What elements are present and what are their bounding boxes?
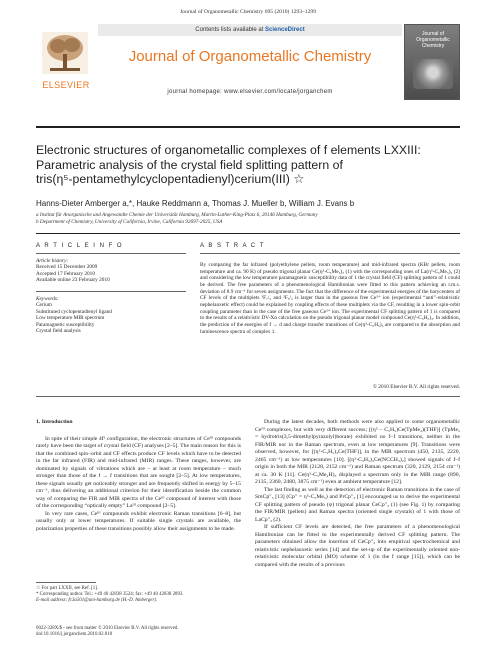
paragraph: If sufficient CF levels are detected, the free parameters of a phenomenological Hamiltonian can be fitted to the experimentally derived CF splitting pattern. The parameters obtained allow the insertion of CeCp″₃ into empirical spectrochemical and relativistic nephelauxetic series [14] and the set-up of the experimentally oriented non-relativistic molecular orbital (MO) scheme of 1 (in the f range [15]), which can be compared with the results of a previous	[255, 524, 460, 568]
affiliation-a: a Institut für Anorganische und Angewandte Chemie der Universität Hamburg, Martin-Luther-King-Platz 6, 20146 Hamburg, Germany	[36, 212, 318, 218]
footnote-corresponding: * Corresponding author. Tel.: +49 40 42838 3524; fax: +49 40 42838 2893.	[36, 592, 184, 597]
abstract-heading: A B S T R A C T	[200, 243, 265, 249]
paragraph: In spite of their simple 4f¹ configuration, the electronic structures of Ceᴵᴵᴵ compounds rarely have been the target of crystal field (CF) analyses [2–5]. The main reason for this is that the combined spin–orbit and CF effects produce CF levels which have to be detected in the far infrared (FIR) and mid-infrared (MIR) ranges. These ranges, however, are dominated by signals of vibrations which are – at least at room temperature – much stronger than those of the f → f transitions that are sought [2–5]. At low temperatures, these signals usually get noticeably stronger and are frequently shifted in energy by 5–15 cm⁻¹, thus delivering an additional criterion for their identification beside the common way of comparing the FIR and MIR spectra of the Ceᴵᴵᴵ compound of interest with those of the corresponding “optically empty” Laᴵᴵᴵ compound [2–5].	[36, 435, 241, 509]
journal-masthead	[36, 24, 460, 100]
journal-cover	[404, 24, 460, 100]
keywords-block	[36, 296, 186, 334]
online-date: Available online 23 February 2010	[36, 277, 110, 284]
footnotes	[36, 586, 241, 604]
elsevier-tree-icon	[42, 32, 88, 74]
keyword-item: Cerium	[36, 302, 52, 309]
journal-title: Journal of Organometallic Chemistry	[128, 48, 372, 65]
journal-homepage[interactable]: journal homepage: www.elsevier.com/locate/jorganchem	[167, 89, 333, 95]
abstract-text: By comparing the far infrared (polyethylene pellets, room temperature) and mid-infrared spectra (KBr pellets, room temperature and ca. 90 K) of pseudo trigonal planar Ce(η⁵-C₅Me₅)₃ (1) with the corresponding ones of La(η⁵-C₅Me₅)₃ (2) and considering the low temperature paramagnetic susceptibility data of 1 the crystal field (CF) splitting pattern of 1 could be derived. The free parameters of a phenomenological Hamiltonian were fitted to this pattern achieving an r.m.s. deviation of 8.9 cm⁻¹ for seven assignments. The fact that the difference of the experimental energies of the barycenters of CF levels of the multiplets ²F₇/₂ and ²F₅/₂ is larger than in the gaseous free Ce³⁺ ion (experimental “anti”-relativistic nephelauxetic effect) could be explained by coupling effects of these multiplets via the CF, resulting in a lower spin-orbit coupling parameter than in the case of the free gaseous Ce³⁺ ion. The experimental CF splitting pattern of 1 is compared to the results of a relativistic DV-Xα calculation on the pseudo trigonal planar model compound Ce(η⁵-C₅H₅)₃. In addition, the prediction of the energies of f → d and charge transfer transitions of Ce(η⁵-C₅H₅)₃ are compared to the absorption and luminescence spectra of complex 1.	[200, 262, 461, 335]
title-line-1: Electronic structures of organometallic complexes of f elements LXXIII:	[36, 143, 421, 157]
affiliation-b: b Department of Chemistry, University of California, Irvine, California 92697-2025, USA	[36, 219, 223, 225]
title-line-3: tris(η⁵-pentamethylcyclopentadienyl)cerium(III) ☆	[36, 172, 305, 186]
footnote-star: ☆ For part LXXII, see Ref. [1].	[36, 586, 99, 591]
keyword-item: Low temperature MIR spectrum	[36, 315, 105, 322]
keywords-label: Keywords:	[36, 296, 59, 302]
masthead-center	[98, 24, 402, 100]
contents-prefix: Contents lists available at	[195, 27, 265, 33]
introduction-heading: 1. Introduction	[36, 419, 73, 425]
author-list: Hanns-Dieter Amberger a,*, Hauke Reddmann a, Thomas J. Mueller b, William J. Evans b	[36, 199, 355, 208]
footnote-email: E-mail address: fc3a501@uni-hamburg.de (H.-D. Amberger).	[36, 598, 158, 603]
article-history	[36, 258, 186, 284]
article-info-heading: A R T I C L E I N F O	[36, 243, 124, 249]
abstract-copyright: © 2010 Elsevier B.V. All rights reserved.	[372, 384, 460, 390]
accepted-date: Accepted 17 February 2010	[36, 270, 95, 277]
keyword-item: Crystal field analysis	[36, 328, 81, 335]
elsevier-logo	[36, 24, 96, 100]
paragraph: The last finding as well as the detection of electronic Raman transitions in the case of SmCp″₃ [13] (Cp″ = η⁵-C₅Me₅) and PrCp″₃ [1] encouraged us to derive the experimental CF splitting pattern of pseudo (ψ) trigonal planar CeCp″₃ (1) (see Fig. 1) by comparing the FIR/MIR (pellets) and Raman spectra (oriented single crystals) of 1 with those of LaCp″₃ (2).	[255, 486, 460, 523]
history-label: Article history:	[36, 258, 69, 264]
keyword-item: Paramagnetic susceptibility	[36, 321, 95, 328]
left-column	[36, 419, 241, 533]
right-column	[255, 419, 460, 569]
received-date: Received 15 December 2009	[36, 264, 98, 271]
footnote-rule	[36, 582, 96, 583]
header-rule	[36, 126, 460, 128]
issn-line: 0022-328X/$ - see front matter © 2010 Elsevier B.V. All rights reserved.	[36, 626, 179, 631]
article-info-rule	[36, 253, 186, 254]
title-line-2: Parametric analysis of the crystal field splitting pattern of	[36, 157, 343, 172]
doi-line[interactable]: doi:10.1016/j.jorganchem.2010.02.018	[36, 632, 113, 637]
running-head: Journal of Organometallic Chemistry 695 (2010) 1293–1299	[180, 9, 316, 15]
body-rule	[36, 396, 460, 397]
publisher-name: ELSEVIER	[42, 80, 90, 90]
abstract-rule	[200, 253, 460, 254]
cover-title: Journal of Organometallic Chemistry	[416, 31, 450, 49]
keywords-rule	[36, 291, 186, 292]
paragraph: During the latest decades, both methods were also applied to some organometallic Ceᴵᴵᴵ complexes, but with very different success; [(η⁵ – C₅H₅)Ce(TpMe₂)(THF)] (TpMe₂ = hydrotris(3,5-dimethylpyrazolyl)borate) exhibited no f–f transitions, neither in the FIR/MIR nor in the Raman spectrum, even at low temperatures [9]. Transitions were observed, however, for [(η⁵-C₅H₅)₃Ce(THF)], in the MIR spectrum (450, 2135, 2220, 2465 cm⁻¹) at low temperatures [10]. [(η⁵-C₅H₅)₃Ce(NCCH₃)₂] showed signals of f–f origin in both the MIR (2128, 2152 cm⁻¹) and Raman spectrum (320, 2129, 2154 cm⁻¹) at ca. 30 K [11]. Ce(η⁵-C₅Me₄H)₃ displayed a spectrum only in the MIR range (890, 2135, 2360, 2480, 3875 cm⁻¹) even at ambient temperature [12].	[255, 419, 460, 485]
contents-bar	[98, 24, 402, 36]
article-title	[36, 143, 460, 187]
affiliation-rule	[36, 233, 460, 234]
cover-image	[413, 59, 453, 89]
sciencedirect-link[interactable]: ScienceDirect	[265, 27, 305, 33]
paragraph: In very rare cases, Ceᴵᴵᴵ compounds exhibit electronic Raman transitions [6–8], but usually only at lower temperatures. If suitable single crystals are available, the polarization properties of these transitions possibly allow their assignments to be made.	[36, 510, 241, 532]
keyword-item: Substituted cyclopentadienyl ligand	[36, 308, 112, 315]
bottom-meta	[36, 626, 256, 638]
